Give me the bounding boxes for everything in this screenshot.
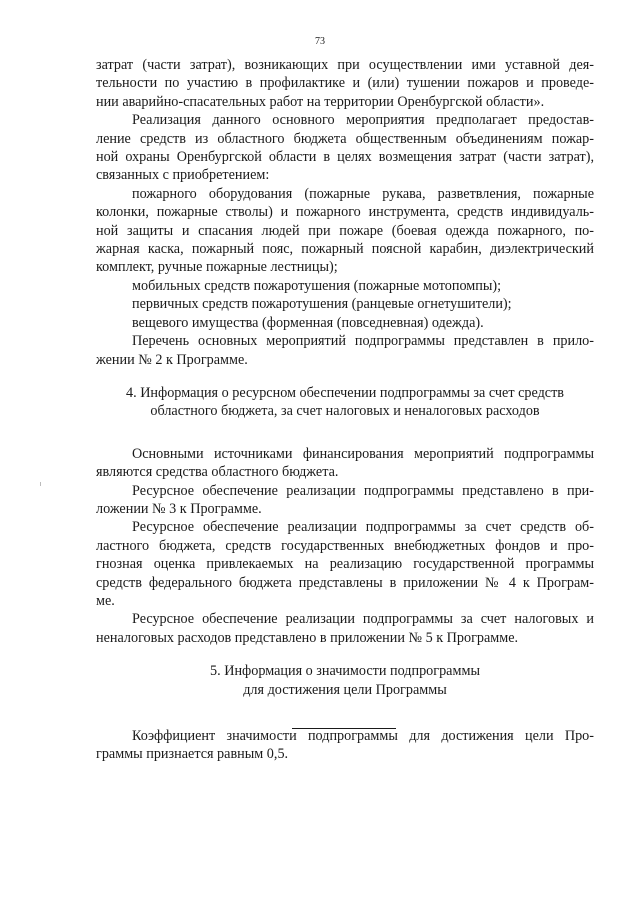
text-line: являются средства областного бюджета. — [96, 464, 339, 481]
text-line: затрат (части затрат), возникающих при осуществлении ими уставной дея- — [96, 57, 594, 73]
intro-paragraph — [96, 56, 594, 111]
main-event-paragraph — [96, 111, 594, 185]
text-line: пожарного оборудования (пожарные рукава, разветвления, пожарные — [132, 185, 594, 202]
section-5-paragraph-1 — [96, 727, 594, 764]
text-line: комплект, ручные пожарные лестницы); — [96, 259, 338, 276]
equipment-item — [96, 185, 594, 277]
text-line: жении № 2 к Программе. — [96, 351, 248, 368]
document-body — [96, 56, 594, 764]
clothing-item: вещевого имущества (форменная (повседневная) одежда). — [132, 314, 484, 331]
list-ref-paragraph — [96, 332, 594, 369]
section-4-paragraph-2 — [96, 482, 594, 519]
heading-line: областного бюджета, за счет налоговых и неналоговых расходов — [150, 403, 540, 420]
text-line: Коэффициент значимости подпрограммы для достижения цели Про- — [132, 728, 594, 744]
section-4-paragraph-4 — [96, 610, 594, 647]
section-4-paragraph-1 — [96, 445, 594, 482]
text-line: ме. — [96, 592, 115, 609]
text-line: средств федерального бюджета представлены в приложении № 4 к Програм- — [96, 574, 594, 591]
text-line: Ресурсное обеспечение реализации подпрограммы за счет средств об- — [132, 519, 594, 536]
text-line: связанных с приобретением: — [96, 167, 270, 184]
text-line: ной защиты и спасания людей при пожаре (боевая одежда пожарного, по- — [96, 222, 594, 239]
text-line: ложении № 3 к Программе. — [96, 500, 262, 517]
end-rule — [292, 728, 396, 729]
page-number: 73 — [315, 36, 325, 47]
text-line: нии аварийно-спасательных работ на территории Оренбургской области». — [96, 93, 545, 110]
heading-line: 4. Информация о ресурсном обеспечении подпрограммы за счет средств — [126, 384, 564, 401]
text-line: Основными источниками финансирования мероприятий подпрограммы — [132, 445, 594, 462]
text-line: жарная каска, пожарный пояс, пожарный поясной карабин, диэлектрический — [96, 241, 594, 258]
text-line: Ресурсное обеспечение реализации подпрограммы за счет налоговых и — [132, 611, 594, 628]
text-line: Перечень основных мероприятий подпрограммы представлен в прило- — [132, 333, 594, 350]
text-line: граммы признается равным 0,5. — [96, 746, 289, 763]
text-line: Ресурсное обеспечение реализации подпрограммы представлено в при- — [132, 482, 594, 499]
text-line: ластного бюджета, средств государственных внебюджетных фондов и про- — [96, 537, 594, 554]
text-line: колонки, пожарные стволы) и пожарного инструмента, средств индивидуаль- — [96, 204, 594, 221]
primary-item: первичных средств пожаротушения (ранцевые огнетушители); — [132, 296, 512, 313]
text-line: ление средств из областного бюджета общественным объединениям пожар- — [96, 130, 594, 147]
section-4-paragraph-3 — [96, 518, 594, 610]
heading-line: 5. Информация о значимости подпрограммы — [210, 663, 480, 680]
text-line: ной охраны Оренбургской области в целях возмещения затрат (части затрат), — [96, 149, 594, 166]
heading-line: для достижения цели Программы — [243, 681, 447, 698]
text-line: тельности по участию в профилактике и (или) тушении пожаров и проведе- — [96, 75, 594, 92]
mobile-item: мобильных средств пожаротушения (пожарные мотопомпы); — [132, 277, 502, 294]
margin-mark — [40, 482, 41, 486]
text-line: неналоговых расходов представлено в приложении № 5 к Программе. — [96, 629, 519, 646]
section-5-heading — [96, 662, 594, 699]
section-4-heading — [96, 384, 594, 421]
text-line: гнозная оценка привлекаемых на реализацию государственной программы — [96, 556, 594, 573]
text-line: Реализация данного основного мероприятия предполагает предостав- — [132, 112, 594, 129]
